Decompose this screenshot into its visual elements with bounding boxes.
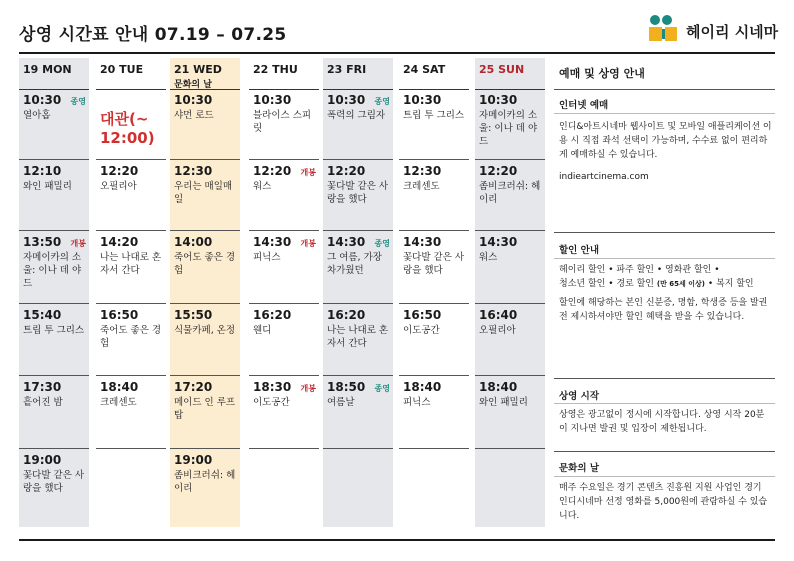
movie-title: 이도공간 xyxy=(253,397,290,408)
movie-title: 죽어도 좋은 경험 xyxy=(100,325,162,349)
day-header: 20 TUE xyxy=(100,63,144,76)
slot-divider xyxy=(96,230,166,231)
slot-divider xyxy=(170,303,240,304)
online-booking-text: 인디&아트시네마 웹사이트 및 모바일 애플리케이션 이용 시 직접 좌석 선택이 가능하며, 수수료 없이 편리하게 예매하실 수 있습니다. xyxy=(559,122,772,160)
showtime: 18:40 xyxy=(100,380,139,394)
movie-title: 식물카페, 온정 xyxy=(174,325,236,336)
showtime: 14:20 xyxy=(100,235,139,249)
showtime: 14:30 xyxy=(327,235,366,249)
movie-title: 와인 패밀리 xyxy=(23,181,72,192)
slot-divider xyxy=(399,159,469,160)
screening-start-title: 상영 시작 xyxy=(559,391,600,402)
showtime: 19:00 xyxy=(174,453,213,467)
movie-title: 여름날 xyxy=(327,397,355,408)
showtime: 10:30 xyxy=(253,93,292,107)
showtime: 12:10 xyxy=(23,164,62,178)
slot-divider xyxy=(96,159,166,160)
section-divider xyxy=(554,258,775,259)
slot-divider xyxy=(475,448,545,449)
slot-divider xyxy=(323,159,393,160)
movie-title: 블라이스 스피릿 xyxy=(253,110,312,134)
day-column xyxy=(399,58,469,527)
movie-title: 와인 패밀리 xyxy=(479,397,528,408)
movie-title: 흩어진 밤 xyxy=(23,397,63,408)
rental-notice: 대관(~ 12:00) xyxy=(100,110,155,147)
info-divider xyxy=(554,232,775,233)
screening-start-text: 상영은 광고없이 정시에 시작합니다. 상영 시작 20분이 지나면 발권 및 입장이 제한됩니다. xyxy=(559,410,765,434)
movie-title: 피닉스 xyxy=(403,397,431,408)
showtime: 17:30 xyxy=(23,380,62,394)
day-header: 25 SUN xyxy=(479,63,525,76)
info-divider xyxy=(554,89,775,90)
movie-title: 우리는 매일매일 xyxy=(174,181,233,205)
online-booking-title: 인터넷 예매 xyxy=(559,100,609,111)
day-column xyxy=(249,58,319,527)
premiere-badge: 개봉 xyxy=(300,168,316,177)
slot-divider xyxy=(399,448,469,449)
showtime: 16:40 xyxy=(479,308,518,322)
movie-title: 자메이카의 소울: 이나 데 야드 xyxy=(23,252,82,289)
day-column xyxy=(475,58,545,527)
header-divider xyxy=(96,89,166,90)
discount-title: 할인 안내 xyxy=(559,245,600,256)
slot-divider xyxy=(475,303,545,304)
slot-divider xyxy=(399,303,469,304)
movie-title: 샤먼 로드 xyxy=(174,110,214,121)
page-title: 상영 시간표 안내 07.19 – 07.25 xyxy=(19,25,287,45)
final-run-badge: 종영 xyxy=(374,97,390,106)
showtime: 18:30 xyxy=(253,380,292,394)
movie-title: 피닉스 xyxy=(253,252,281,263)
final-run-badge: 종영 xyxy=(374,239,390,248)
premiere-badge: 개봉 xyxy=(70,239,86,248)
movie-title: 웬디 xyxy=(253,325,272,336)
slot-divider xyxy=(96,375,166,376)
showtime: 15:50 xyxy=(174,308,213,322)
movie-title: 꽃다발 같은 사랑을 했다 xyxy=(23,470,85,494)
slot-divider xyxy=(323,230,393,231)
day-header: 21 WED xyxy=(174,63,222,76)
movie-title: 죽어도 좋은 경험 xyxy=(174,252,236,276)
culture-day-title: 문화의 날 xyxy=(559,463,600,474)
showtime: 10:30 xyxy=(479,93,518,107)
slot-divider xyxy=(19,159,89,160)
section-divider xyxy=(554,476,775,477)
day-column xyxy=(96,58,166,527)
movie-title: 꽃다발 같은 사랑을 했다 xyxy=(403,252,465,276)
info-panel xyxy=(554,58,775,527)
slot-divider xyxy=(249,375,319,376)
slot-divider xyxy=(19,448,89,449)
slot-divider xyxy=(249,159,319,160)
showtime: 12:30 xyxy=(403,164,442,178)
showtime: 12:20 xyxy=(327,164,366,178)
showtime: 16:20 xyxy=(253,308,292,322)
movie-title: 메이드 인 루프탑 xyxy=(174,397,236,421)
slot-divider xyxy=(475,375,545,376)
slot-divider xyxy=(249,448,319,449)
movie-title: 크레센도 xyxy=(100,397,137,408)
day-header: 24 SAT xyxy=(403,63,446,76)
header-divider xyxy=(170,89,240,90)
movie-title: 트립 투 그리스 xyxy=(403,110,465,121)
slot-divider xyxy=(399,375,469,376)
section-divider xyxy=(554,403,775,404)
showtime: 16:50 xyxy=(403,308,442,322)
day-header: 19 MON xyxy=(23,63,72,76)
movie-title: 좀비크러쉬: 헤이리 xyxy=(479,181,541,205)
discount-types-2: 청소년 할인 • 경로 할인 (만 65세 이상) • 복지 할인 xyxy=(559,279,754,289)
slot-divider xyxy=(170,159,240,160)
day-header: 23 FRI xyxy=(327,63,367,76)
showtime: 18:40 xyxy=(403,380,442,394)
slot-divider xyxy=(170,375,240,376)
movie-title: 오필리아 xyxy=(479,325,516,336)
discount-text: 할인에 해당하는 본인 신분증, 명함, 학생증 등을 발권 전 제시하셔야만 할인 혜택을 받을 수 있습니다. xyxy=(559,298,768,322)
showtime: 12:20 xyxy=(253,164,292,178)
culture-day-text: 매주 수요일은 경기 콘텐츠 진흥원 지원 사업인 경기 인디시네마 선정 영화를 5,000원에 관람하실 수 있습니다. xyxy=(559,483,768,521)
top-divider xyxy=(19,52,775,54)
day-column xyxy=(323,58,393,527)
slot-divider xyxy=(170,230,240,231)
showtime: 17:20 xyxy=(174,380,213,394)
final-run-badge: 종영 xyxy=(70,97,86,106)
header-divider xyxy=(323,89,393,90)
showtime: 13:50 xyxy=(23,235,62,249)
showtime: 18:50 xyxy=(327,380,366,394)
brand-name: 헤이리 시네마 xyxy=(686,23,779,41)
day-column xyxy=(170,58,240,527)
age-note: (만 65세 이상) xyxy=(656,280,705,288)
slot-divider xyxy=(249,303,319,304)
slot-divider xyxy=(170,448,240,449)
slot-divider xyxy=(323,303,393,304)
slot-divider xyxy=(323,375,393,376)
movie-title: 열아홉 xyxy=(23,110,51,121)
header-divider xyxy=(399,89,469,90)
movie-title: 트립 투 그리스 xyxy=(23,325,85,336)
day-column xyxy=(19,58,89,527)
slot-divider xyxy=(475,230,545,231)
info-title: 예매 및 상영 안내 xyxy=(559,67,645,80)
info-divider xyxy=(554,451,775,452)
showtime: 12:20 xyxy=(479,164,518,178)
website-link[interactable]: indieartcinema.com xyxy=(559,172,649,182)
info-divider xyxy=(554,378,775,379)
slot-divider xyxy=(19,303,89,304)
showtime: 19:00 xyxy=(23,453,62,467)
slot-divider xyxy=(399,230,469,231)
movie-title: 나는 나대로 혼자서 간다 xyxy=(100,252,162,276)
showtime: 16:50 xyxy=(100,308,139,322)
slot-divider xyxy=(323,448,393,449)
showtime: 14:30 xyxy=(253,235,292,249)
movie-title: 꽃다발 같은 사랑을 했다 xyxy=(327,181,389,205)
header-divider xyxy=(19,89,89,90)
movie-title: 자메이카의 소울: 이나 데 야드 xyxy=(479,110,538,147)
slot-divider xyxy=(19,375,89,376)
showtime: 10:30 xyxy=(327,93,366,107)
bottom-divider xyxy=(19,539,775,541)
movie-title: 폭력의 그림자 xyxy=(327,110,386,121)
header-divider xyxy=(475,89,545,90)
final-run-badge: 종영 xyxy=(374,384,390,393)
movie-title: 크레센도 xyxy=(403,181,440,192)
showtime: 16:20 xyxy=(327,308,366,322)
day-note: 문화의 날 xyxy=(174,80,212,90)
showtime: 12:20 xyxy=(100,164,139,178)
showtime: 10:30 xyxy=(403,93,442,107)
cinema-logo-icon xyxy=(648,14,678,42)
day-header: 22 THU xyxy=(253,63,298,76)
movie-title: 워스 xyxy=(479,252,498,263)
slot-divider xyxy=(96,303,166,304)
showtime: 18:40 xyxy=(479,380,518,394)
slot-divider xyxy=(19,230,89,231)
premiere-badge: 개봉 xyxy=(300,384,316,393)
premiere-badge: 개봉 xyxy=(300,239,316,248)
showtime: 14:30 xyxy=(403,235,442,249)
movie-title: 워스 xyxy=(253,181,272,192)
movie-title: 그 여름, 가장 차가웠던 xyxy=(327,252,382,276)
discount-types-1: 헤이리 할인 • 파주 할인 • 영화관 할인 • xyxy=(559,265,720,275)
showtime: 10:30 xyxy=(23,93,62,107)
movie-title: 나는 나대로 혼자서 간다 xyxy=(327,325,389,349)
slot-divider xyxy=(96,448,166,449)
section-divider xyxy=(554,113,775,114)
showtime: 12:30 xyxy=(174,164,213,178)
movie-title: 오필리아 xyxy=(100,181,137,192)
showtime: 14:00 xyxy=(174,235,213,249)
movie-title: 이도공간 xyxy=(403,325,440,336)
header-divider xyxy=(249,89,319,90)
slot-divider xyxy=(249,230,319,231)
showtime: 14:30 xyxy=(479,235,518,249)
movie-title: 좀비크러쉬: 헤이리 xyxy=(174,470,236,494)
showtime: 15:40 xyxy=(23,308,62,322)
slot-divider xyxy=(475,159,545,160)
showtime: 10:30 xyxy=(174,93,213,107)
